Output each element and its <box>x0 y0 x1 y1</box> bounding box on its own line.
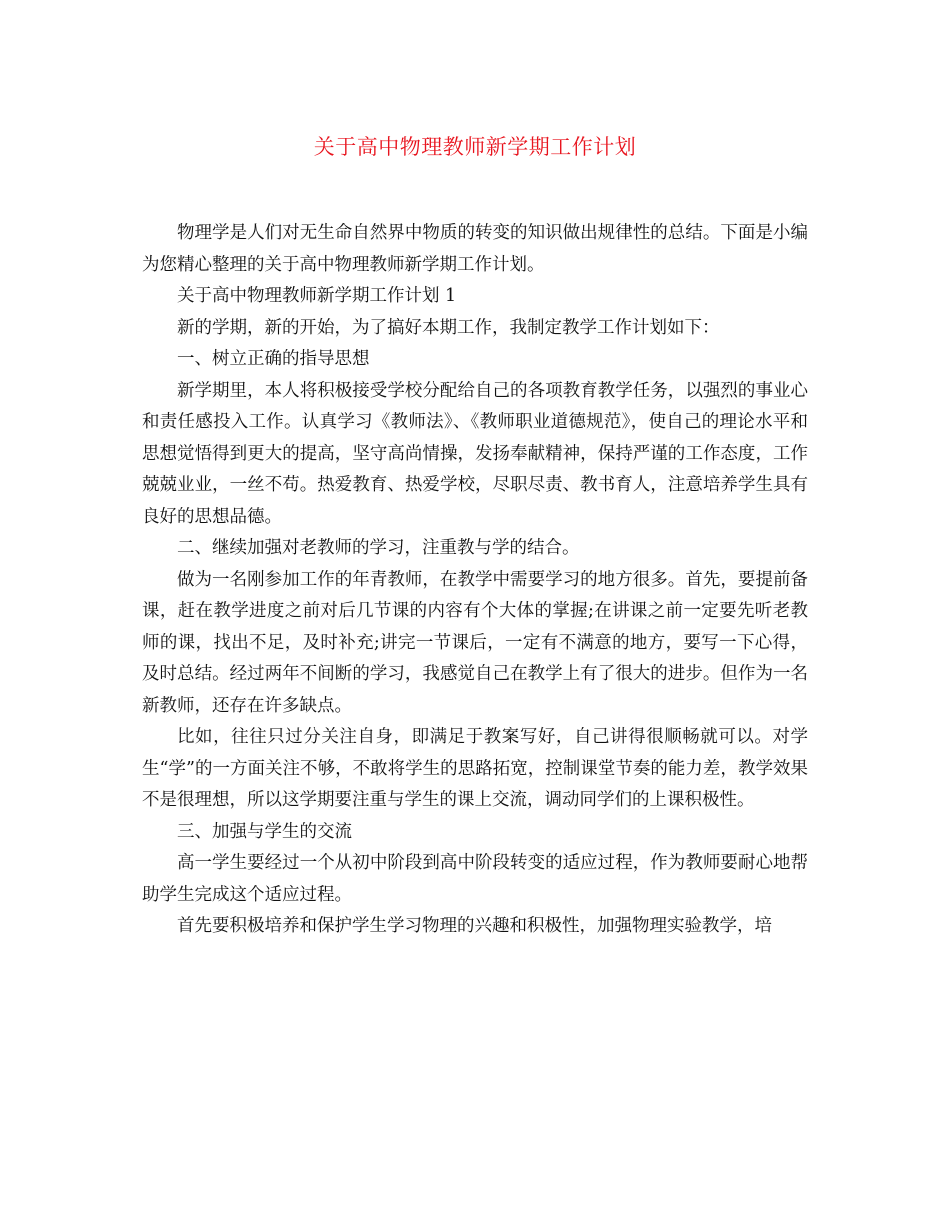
paragraph-opening: 新的学期，新的开始，为了搞好本期工作，我制定教学工作计划如下： <box>177 317 720 338</box>
paragraph-section-1: 新学期里，本人将积极接受学校分配给自己的各项教育教学任务，以强烈的事业心和责任感投入工作。认真学习《教师法》、《教师职业道德规范》，使自己的理论水平和思想觉悟得到更大的提高，坚守高尚情操，发扬奉献精神，保持严谨的工作态度，工作兢兢业业，一丝不苟。热爱教育、热爱学校，尽职尽责、教书育人，注意培养学生具有良好的思想品德。 <box>142 380 808 527</box>
paragraph-intro: 物理学是人们对无生命自然界中物质的转变的知识做出规律性的总结。下面是小编为您精心整理的关于高中物理教师新学期工作计划。 <box>142 223 808 275</box>
paragraph-section-3b: 首先要积极培养和保护学生学习物理的兴趣和积极性，加强物理实验教学，培 <box>177 916 772 936</box>
paragraph-section-3a: 高一学生要经过一个从初中阶段到高中阶段转变的适应过程，作为教师要耐心地帮助学生完成这个适应过程。 <box>142 853 808 905</box>
paragraph-section-2b: 比如，往往只过分关注自身，即满足于教案写好，自己讲得很顺畅就可以。对学生“学”的一方面关注不够，不敢将学生的思路拓宽，控制课堂节奏的能力差，教学效果不是很理想，所以这学期要注重与学生的课上交流，调动同学们的上课积极性。 <box>142 727 808 810</box>
section-heading-2: 二、继续加强对老教师的学习，注重教与学的结合。 <box>177 538 580 558</box>
section-heading-3: 三、加强与学生的交流 <box>177 821 352 842</box>
document-title: 关于高中物理教师新学期工作计划 <box>313 135 637 159</box>
document-body <box>142 218 808 943</box>
paragraph-plan-heading: 关于高中物理教师新学期工作计划 1 <box>177 286 457 306</box>
section-heading-1: 一、树立正确的指导思想 <box>177 349 370 369</box>
paragraph-section-2a: 做为一名刚参加工作的年青教师，在教学中需要学习的地方很多。首先，要提前备课，赶在教学进度之前对后几节课的内容有个大体的掌握;在讲课之前一定要先听老教师的课，找出不足，及时补充;讲完一节课后，一定有不满意的地方，要写一下心得，及时总结。经过两年不间断的学习，我感觉自己在教学上有了很大的进步。但作为一名新教师，还存在许多缺点。 <box>142 569 808 716</box>
